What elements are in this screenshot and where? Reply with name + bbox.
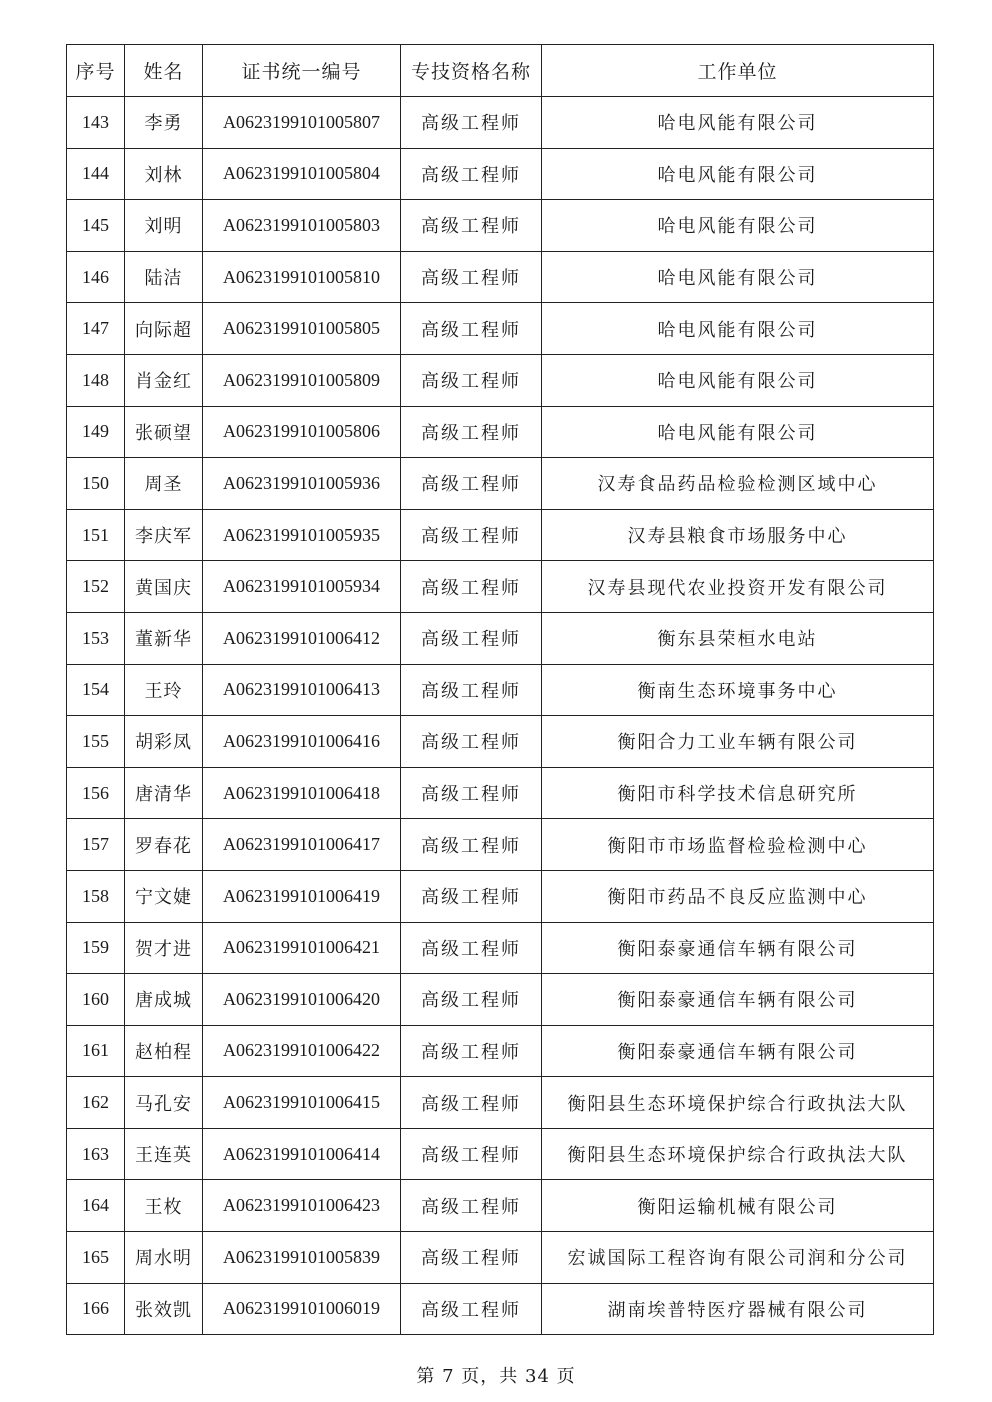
cell-work-unit: 哈电风能有限公司: [542, 354, 934, 406]
cell-work-unit: 衡阳运输机械有限公司: [542, 1180, 934, 1232]
table-row: [67, 97, 934, 149]
cell-qualification: 高级工程师: [401, 664, 542, 716]
cell-seq: 148: [67, 354, 125, 406]
table-row: [67, 664, 934, 716]
table-row: [67, 1283, 934, 1335]
cell-work-unit: 汉寿县粮食市场服务中心: [542, 509, 934, 561]
table-row: [67, 406, 934, 458]
table-row: [67, 1180, 934, 1232]
cell-qualification: 高级工程师: [401, 148, 542, 200]
cell-name: 董新华: [125, 612, 203, 664]
cell-seq: 149: [67, 406, 125, 458]
page-number: 第 7 页，共 34 页: [416, 1366, 576, 1387]
cell-cert-no: A0623199101006416: [203, 716, 401, 768]
cell-name: 唐清华: [125, 767, 203, 819]
cell-name: 周圣: [125, 458, 203, 510]
cell-qualification: 高级工程师: [401, 354, 542, 406]
cell-cert-no: A0623199101006420: [203, 974, 401, 1026]
cell-cert-no: A0623199101005803: [203, 200, 401, 252]
header-name: 姓名: [125, 45, 203, 97]
table-row: [67, 509, 934, 561]
cell-work-unit: 汉寿县现代农业投资开发有限公司: [542, 561, 934, 613]
table-row: [67, 458, 934, 510]
cell-cert-no: A0623199101006418: [203, 767, 401, 819]
table-row: [67, 716, 934, 768]
cell-name: 王连英: [125, 1128, 203, 1180]
cell-cert-no: A0623199101005839: [203, 1232, 401, 1284]
cell-work-unit: 衡阳泰豪通信车辆有限公司: [542, 922, 934, 974]
cell-cert-no: A0623199101005805: [203, 303, 401, 355]
cell-name: 唐成城: [125, 974, 203, 1026]
cell-work-unit: 衡阳市科学技术信息研究所: [542, 767, 934, 819]
cell-qualification: 高级工程师: [401, 767, 542, 819]
cell-qualification: 高级工程师: [401, 406, 542, 458]
cell-seq: 161: [67, 1025, 125, 1077]
cell-work-unit: 衡阳合力工业车辆有限公司: [542, 716, 934, 768]
cell-qualification: 高级工程师: [401, 1232, 542, 1284]
cell-seq: 165: [67, 1232, 125, 1284]
cell-name: 张硕望: [125, 406, 203, 458]
cell-qualification: 高级工程师: [401, 458, 542, 510]
header-work-unit: 工作单位: [542, 45, 934, 97]
table-row: [67, 1077, 934, 1129]
cell-qualification: 高级工程师: [401, 870, 542, 922]
cell-qualification: 高级工程师: [401, 200, 542, 252]
cell-cert-no: A0623199101006412: [203, 612, 401, 664]
table-row: [67, 974, 934, 1026]
cell-qualification: 高级工程师: [401, 612, 542, 664]
cell-name: 宁文婕: [125, 870, 203, 922]
cell-work-unit: 衡阳市药品不良反应监测中心: [542, 870, 934, 922]
cell-work-unit: 衡东县荣桓水电站: [542, 612, 934, 664]
cell-seq: 160: [67, 974, 125, 1026]
cell-work-unit: 哈电风能有限公司: [542, 406, 934, 458]
cell-name: 罗春花: [125, 819, 203, 871]
table-row: [67, 819, 934, 871]
cell-name: 赵柏程: [125, 1025, 203, 1077]
cell-cert-no: A0623199101006019: [203, 1283, 401, 1335]
cell-cert-no: A0623199101005804: [203, 148, 401, 200]
cell-seq: 144: [67, 148, 125, 200]
cell-cert-no: A0623199101005807: [203, 97, 401, 149]
cell-cert-no: A0623199101005936: [203, 458, 401, 510]
cell-work-unit: 衡阳市市场监督检验检测中心: [542, 819, 934, 871]
cell-seq: 163: [67, 1128, 125, 1180]
cell-cert-no: A0623199101006417: [203, 819, 401, 871]
cell-seq: 155: [67, 716, 125, 768]
table-body: [67, 97, 934, 1335]
cell-work-unit: 宏诚国际工程咨询有限公司润和分公司: [542, 1232, 934, 1284]
cell-work-unit: 哈电风能有限公司: [542, 251, 934, 303]
cell-name: 胡彩凤: [125, 716, 203, 768]
cell-cert-no: A0623199101005806: [203, 406, 401, 458]
table-row: [67, 922, 934, 974]
table-row: [67, 612, 934, 664]
table-row: [67, 200, 934, 252]
cell-cert-no: A0623199101005810: [203, 251, 401, 303]
cell-seq: 158: [67, 870, 125, 922]
cell-name: 黄国庆: [125, 561, 203, 613]
cell-seq: 164: [67, 1180, 125, 1232]
cell-seq: 146: [67, 251, 125, 303]
cell-seq: 152: [67, 561, 125, 613]
cell-cert-no: A0623199101006421: [203, 922, 401, 974]
cell-name: 刘明: [125, 200, 203, 252]
cell-name: 李勇: [125, 97, 203, 149]
cell-seq: 143: [67, 97, 125, 149]
cell-seq: 157: [67, 819, 125, 871]
cell-work-unit: 衡阳泰豪通信车辆有限公司: [542, 974, 934, 1026]
cell-work-unit: 哈电风能有限公司: [542, 303, 934, 355]
cell-cert-no: A0623199101006415: [203, 1077, 401, 1129]
cell-qualification: 高级工程师: [401, 1180, 542, 1232]
cell-seq: 153: [67, 612, 125, 664]
header-cert-no: 证书统一编号: [203, 45, 401, 97]
cell-name: 肖金红: [125, 354, 203, 406]
table-row: [67, 1128, 934, 1180]
cell-work-unit: 衡阳泰豪通信车辆有限公司: [542, 1025, 934, 1077]
cell-work-unit: 衡南生态环境事务中心: [542, 664, 934, 716]
cell-work-unit: 哈电风能有限公司: [542, 148, 934, 200]
cell-seq: 151: [67, 509, 125, 561]
table-row: [67, 1025, 934, 1077]
cell-seq: 159: [67, 922, 125, 974]
cell-qualification: 高级工程师: [401, 974, 542, 1026]
cell-name: 王玲: [125, 664, 203, 716]
cell-work-unit: 衡阳县生态环境保护综合行政执法大队: [542, 1128, 934, 1180]
cell-name: 周水明: [125, 1232, 203, 1284]
cell-qualification: 高级工程师: [401, 561, 542, 613]
cell-cert-no: A0623199101006413: [203, 664, 401, 716]
cell-seq: 154: [67, 664, 125, 716]
cell-name: 刘林: [125, 148, 203, 200]
cell-qualification: 高级工程师: [401, 509, 542, 561]
cell-cert-no: A0623199101006419: [203, 870, 401, 922]
cell-cert-no: A0623199101006422: [203, 1025, 401, 1077]
roster-table: [66, 44, 934, 1335]
table-header: [67, 45, 934, 97]
cell-qualification: 高级工程师: [401, 303, 542, 355]
table-row: [67, 561, 934, 613]
cell-seq: 150: [67, 458, 125, 510]
cell-cert-no: A0623199101005809: [203, 354, 401, 406]
cell-name: 向际超: [125, 303, 203, 355]
cell-work-unit: 哈电风能有限公司: [542, 200, 934, 252]
table-row: [67, 1232, 934, 1284]
cell-name: 李庆军: [125, 509, 203, 561]
cell-seq: 147: [67, 303, 125, 355]
cell-seq: 162: [67, 1077, 125, 1129]
cell-work-unit: 哈电风能有限公司: [542, 97, 934, 149]
cell-work-unit: 湖南埃普特医疗器械有限公司: [542, 1283, 934, 1335]
cell-seq: 145: [67, 200, 125, 252]
cell-work-unit: 汉寿食品药品检验检测区域中心: [542, 458, 934, 510]
table-row: [67, 251, 934, 303]
cell-name: 王枚: [125, 1180, 203, 1232]
table-row: [67, 767, 934, 819]
cell-qualification: 高级工程师: [401, 1283, 542, 1335]
table-row: [67, 870, 934, 922]
cell-name: 陆洁: [125, 251, 203, 303]
cell-seq: 156: [67, 767, 125, 819]
table-row: [67, 354, 934, 406]
header-row: [67, 45, 934, 97]
cell-cert-no: A0623199101006414: [203, 1128, 401, 1180]
cell-cert-no: A0623199101005934: [203, 561, 401, 613]
cell-work-unit: 衡阳县生态环境保护综合行政执法大队: [542, 1077, 934, 1129]
cell-cert-no: A0623199101006423: [203, 1180, 401, 1232]
cell-qualification: 高级工程师: [401, 1077, 542, 1129]
table-row: [67, 148, 934, 200]
cell-name: 张效凯: [125, 1283, 203, 1335]
cell-qualification: 高级工程师: [401, 716, 542, 768]
cell-qualification: 高级工程师: [401, 251, 542, 303]
cell-qualification: 高级工程师: [401, 819, 542, 871]
table-row: [67, 303, 934, 355]
header-qualification: 专技资格名称: [401, 45, 542, 97]
header-seq: 序号: [67, 45, 125, 97]
cell-cert-no: A0623199101005935: [203, 509, 401, 561]
cell-name: 马孔安: [125, 1077, 203, 1129]
cell-qualification: 高级工程师: [401, 1128, 542, 1180]
cell-qualification: 高级工程师: [401, 1025, 542, 1077]
cell-seq: 166: [67, 1283, 125, 1335]
cell-qualification: 高级工程师: [401, 922, 542, 974]
cell-name: 贺才进: [125, 922, 203, 974]
cell-qualification: 高级工程师: [401, 97, 542, 149]
